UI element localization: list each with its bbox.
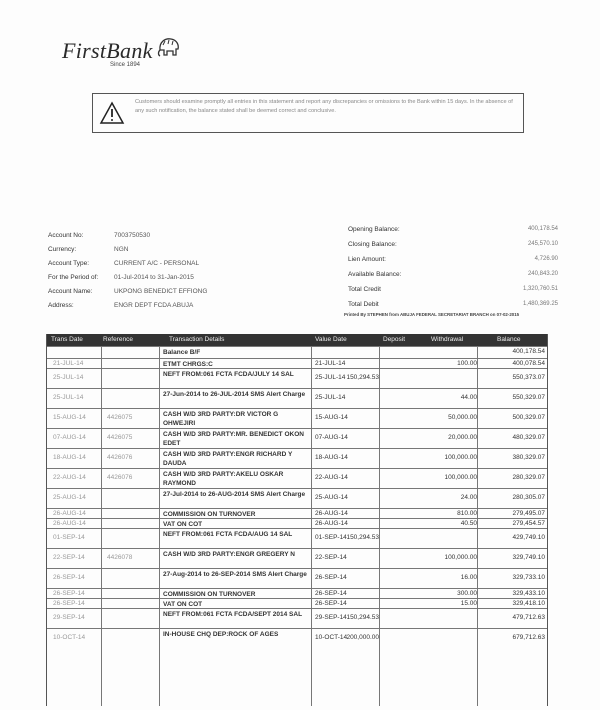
opening-balance-label: Opening Balance: — [348, 226, 400, 233]
account-number-value: 7003750530 — [114, 232, 151, 239]
cell-withdrawal: 300.00 — [457, 590, 477, 597]
closing-balance-label: Closing Balance: — [348, 241, 397, 248]
cell-trans-date: 22-AUG-14 — [53, 474, 86, 481]
cell-balance: 329,749.10 — [512, 554, 545, 561]
cell-reference: 4426075 — [107, 414, 133, 421]
cell-value-date: 26-AUG-14 — [315, 520, 348, 527]
cell-withdrawal: 15.00 — [460, 600, 477, 607]
account-info — [48, 232, 308, 316]
notice-box — [92, 93, 524, 133]
cell-transaction-details: NEFT FROM:061 FCTA FCDA/JULY 14 SAL — [163, 371, 294, 378]
printed-by-note: Printed By STEPHEN from ABUJA FEDERAL SECRETARIAT BRANCH on 07-02-2015 — [344, 312, 520, 317]
table-row — [47, 568, 547, 589]
opening-balance-row — [348, 226, 558, 241]
cell-trans-date: 07-AUG-14 — [53, 434, 86, 441]
cell-balance: 429,749.10 — [512, 534, 545, 541]
cell-value-date: 22-SEP-14 — [315, 554, 347, 561]
cell-withdrawal: 100,000.00 — [444, 454, 477, 461]
header-balance: Balance — [497, 336, 521, 343]
cell-value-date: 26-AUG-14 — [315, 510, 348, 517]
table-row — [47, 388, 547, 409]
cell-deposit: 200,000.00 — [346, 634, 379, 641]
cell-transaction-details: COMMISSION ON TURNOVER — [163, 511, 256, 518]
cell-trans-date: 25-JUL-14 — [53, 374, 84, 381]
cell-value-date: 01-SEP-14 — [315, 534, 347, 541]
lien-amount-value: 4,726.90 — [534, 256, 558, 262]
account-name-label: Account Name: — [48, 288, 93, 295]
cell-balance: 400,078.54 — [512, 360, 545, 367]
table-header — [47, 334, 547, 346]
cell-transaction-details: CASH W/D 3RD PARTY:ENGR GREGERY N — [163, 551, 295, 558]
total-credit-value: 1,320,760.51 — [522, 286, 558, 292]
cell-balance: 280,305.07 — [512, 494, 545, 501]
opening-balance-value: 400,178.54 — [527, 226, 558, 232]
period-row — [48, 274, 308, 288]
cell-deposit: 150,294.53 — [346, 374, 379, 381]
table-row — [47, 628, 547, 649]
period-value: 01-Jul-2014 to 31-Jan-2015 — [114, 274, 194, 281]
cell-balance: 279,495.07 — [512, 510, 545, 517]
cell-value-date: 26-SEP-14 — [315, 600, 347, 607]
cell-transaction-details: NEFT FROM:061 FCTA FCDA/SEPT 2014 SAL — [163, 611, 303, 618]
table-row — [47, 488, 547, 509]
table-row — [47, 368, 547, 389]
cell-transaction-details: COMMISSION ON TURNOVER — [163, 591, 256, 598]
table-row — [47, 408, 547, 429]
lien-amount-row — [348, 256, 558, 271]
available-balance-row — [348, 271, 558, 286]
cell-balance: 380,329.07 — [512, 454, 545, 461]
cell-trans-date: 25-JUL-14 — [53, 394, 84, 401]
cell-withdrawal: 100,000.00 — [444, 554, 477, 561]
header-transaction-details: Transaction Details — [169, 336, 225, 343]
cell-withdrawal: 16.00 — [460, 574, 477, 581]
address-value: ENGR DEPT FCDA ABUJA — [114, 302, 194, 309]
cell-withdrawal: 24.00 — [460, 494, 477, 501]
cell-transaction-details: CASH W/D 3RD PARTY:AKELU OSKAR RAYMOND — [163, 471, 284, 487]
cell-deposit: 150,294.53 — [346, 534, 379, 541]
cell-value-date: 22-AUG-14 — [315, 474, 348, 481]
closing-balance-row — [348, 241, 558, 256]
notice-text: Customers should examine promptly all entries in this statement and report any discrepancies or omissions to the Bank within 15 days. In the absence of any such notification, the balance stated shall be deemed correct and conclusive. — [135, 99, 513, 114]
firstbank-logo — [62, 38, 181, 68]
total-debit-value: 1,480,369.25 — [522, 301, 558, 307]
cell-reference: 4426076 — [107, 454, 133, 461]
cell-balance: 480,329.07 — [512, 434, 545, 441]
closing-balance-value: 245,570.10 — [527, 241, 558, 247]
available-balance-value: 240,843.20 — [527, 271, 558, 277]
account-type-row — [48, 260, 308, 274]
cell-transaction-details: 27-Aug-2014 to 26-SEP-2014 SMS Alert Charge — [163, 571, 307, 578]
cell-value-date: 18-AUG-14 — [315, 454, 348, 461]
currency-value: NGN — [114, 246, 129, 253]
cell-trans-date: 22-SEP-14 — [53, 554, 85, 561]
cell-transaction-details: Balance B/F — [163, 349, 201, 356]
account-type-value: CURRENT A/C - PERSONAL — [114, 260, 200, 267]
cell-value-date: 07-AUG-14 — [315, 434, 348, 441]
header-deposit: Deposit — [383, 336, 406, 343]
cell-value-date: 21-JUL-14 — [315, 360, 346, 367]
total-credit-row — [348, 286, 558, 301]
cell-value-date: 25-JUL-14 — [315, 374, 346, 381]
address-row — [48, 302, 308, 316]
cell-transaction-details: CASH W/D 3RD PARTY:MR. BENEDICT OKON EDET — [163, 431, 304, 447]
cell-trans-date: 01-SEP-14 — [53, 534, 85, 541]
cell-trans-date: 26-SEP-14 — [53, 590, 85, 597]
cell-withdrawal: 44.00 — [460, 394, 477, 401]
cell-value-date: 26-SEP-14 — [315, 574, 347, 581]
cell-balance: 500,329.07 — [512, 414, 545, 421]
header-reference: Reference — [103, 336, 133, 343]
cell-trans-date: 21-JUL-14 — [53, 360, 84, 367]
cell-balance: 329,733.10 — [512, 574, 545, 581]
cell-transaction-details: VAT ON COT — [163, 601, 203, 608]
cell-reference: 4426078 — [107, 554, 133, 561]
lien-amount-label: Lien Amount: — [348, 256, 386, 263]
cell-transaction-details: CASH W/D 3RD PARTY:DR VICTOR G OHWEJIRI — [163, 411, 279, 427]
cell-balance: 329,418.10 — [512, 600, 545, 607]
total-credit-label: Total Credit — [348, 286, 381, 293]
table-row — [47, 608, 547, 629]
cell-trans-date: 10-OCT-14 — [53, 634, 86, 641]
bank-since: Since 1894 — [110, 62, 141, 68]
cell-withdrawal: 50,000.00 — [448, 414, 477, 421]
cell-value-date: 26-SEP-14 — [315, 590, 347, 597]
balance-summary — [348, 226, 558, 316]
cell-balance: 279,454.57 — [512, 520, 545, 527]
cell-withdrawal: 40.50 — [460, 520, 477, 527]
cell-balance: 400,178.54 — [512, 348, 545, 355]
cell-withdrawal: 810.00 — [457, 510, 477, 517]
cell-trans-date: 15-AUG-14 — [53, 414, 86, 421]
cell-balance: 550,329.07 — [512, 394, 545, 401]
period-label: For the Period of: — [48, 274, 99, 281]
table-row — [47, 468, 547, 489]
available-balance-label: Available Balance: — [348, 271, 402, 278]
table-row — [47, 428, 547, 449]
header-value-date: Value Date — [315, 336, 347, 343]
cell-trans-date: 29-SEP-14 — [53, 614, 85, 621]
cell-trans-date: 25-AUG-14 — [53, 494, 86, 501]
account-type-label: Account Type: — [48, 260, 90, 267]
elephant-logo-icon — [157, 36, 181, 63]
cell-trans-date: 18-AUG-14 — [53, 454, 86, 461]
transactions-table — [46, 334, 548, 706]
total-debit-label: Total Debit — [348, 301, 379, 308]
cell-transaction-details: NEFT FROM:061 FCTA FCDA/AUG 14 SAL — [163, 531, 293, 538]
cell-transaction-details: VAT ON COT — [163, 521, 203, 528]
cell-balance: 280,329.07 — [512, 474, 545, 481]
cell-transaction-details: IN-HOUSE CHQ DEP:ROCK OF AGES — [163, 631, 279, 638]
cell-withdrawal: 100,000.00 — [444, 474, 477, 481]
cell-trans-date: 26-AUG-14 — [53, 520, 86, 527]
account-number-row — [48, 232, 308, 246]
cell-trans-date: 26-AUG-14 — [53, 510, 86, 517]
cell-value-date: 25-JUL-14 — [315, 394, 346, 401]
cell-value-date: 25-AUG-14 — [315, 494, 348, 501]
cell-value-date: 29-SEP-14 — [315, 614, 347, 621]
warning-icon — [99, 101, 125, 130]
account-name-row — [48, 288, 308, 302]
cell-trans-date: 26-SEP-14 — [53, 574, 85, 581]
table-row — [47, 528, 547, 549]
cell-transaction-details: 27-Jul-2014 to 26-AUG-2014 SMS Alert Charge — [163, 491, 306, 498]
cell-value-date: 10-OCT-14 — [315, 634, 348, 641]
cell-reference: 4426075 — [107, 434, 133, 441]
table-row — [47, 448, 547, 469]
account-number-label: Account No: — [48, 232, 84, 239]
cell-transaction-details: ETMT CHRGS:C — [163, 361, 213, 368]
address-label: Address: — [48, 302, 74, 309]
cell-withdrawal: 100.00 — [457, 360, 477, 367]
account-name-value: UKPONG BENEDICT EFFIONG — [114, 288, 208, 295]
cell-balance: 479,712.63 — [512, 614, 545, 621]
cell-balance: 329,433.10 — [512, 590, 545, 597]
header-withdrawal: Withdrawal — [431, 336, 464, 343]
cell-transaction-details: 27-Jun-2014 to 26-JUL-2014 SMS Alert Charge — [163, 391, 306, 398]
cell-transaction-details: CASH W/D 3RD PARTY:ENGR RICHARD Y DAUDA — [163, 451, 293, 467]
cell-deposit: 150,294.53 — [346, 614, 379, 621]
table-row — [47, 548, 547, 569]
bank-name: FirstBank — [62, 38, 153, 63]
currency-label: Currency: — [48, 246, 77, 253]
cell-value-date: 15-AUG-14 — [315, 414, 348, 421]
currency-row — [48, 246, 308, 260]
header-trans-date: Trans Date — [51, 336, 83, 343]
cell-reference: 4426076 — [107, 474, 133, 481]
cell-withdrawal: 20,000.00 — [448, 434, 477, 441]
cell-balance: 550,373.07 — [512, 374, 545, 381]
cell-trans-date: 26-SEP-14 — [53, 600, 85, 607]
cell-balance: 679,712.63 — [512, 634, 545, 641]
